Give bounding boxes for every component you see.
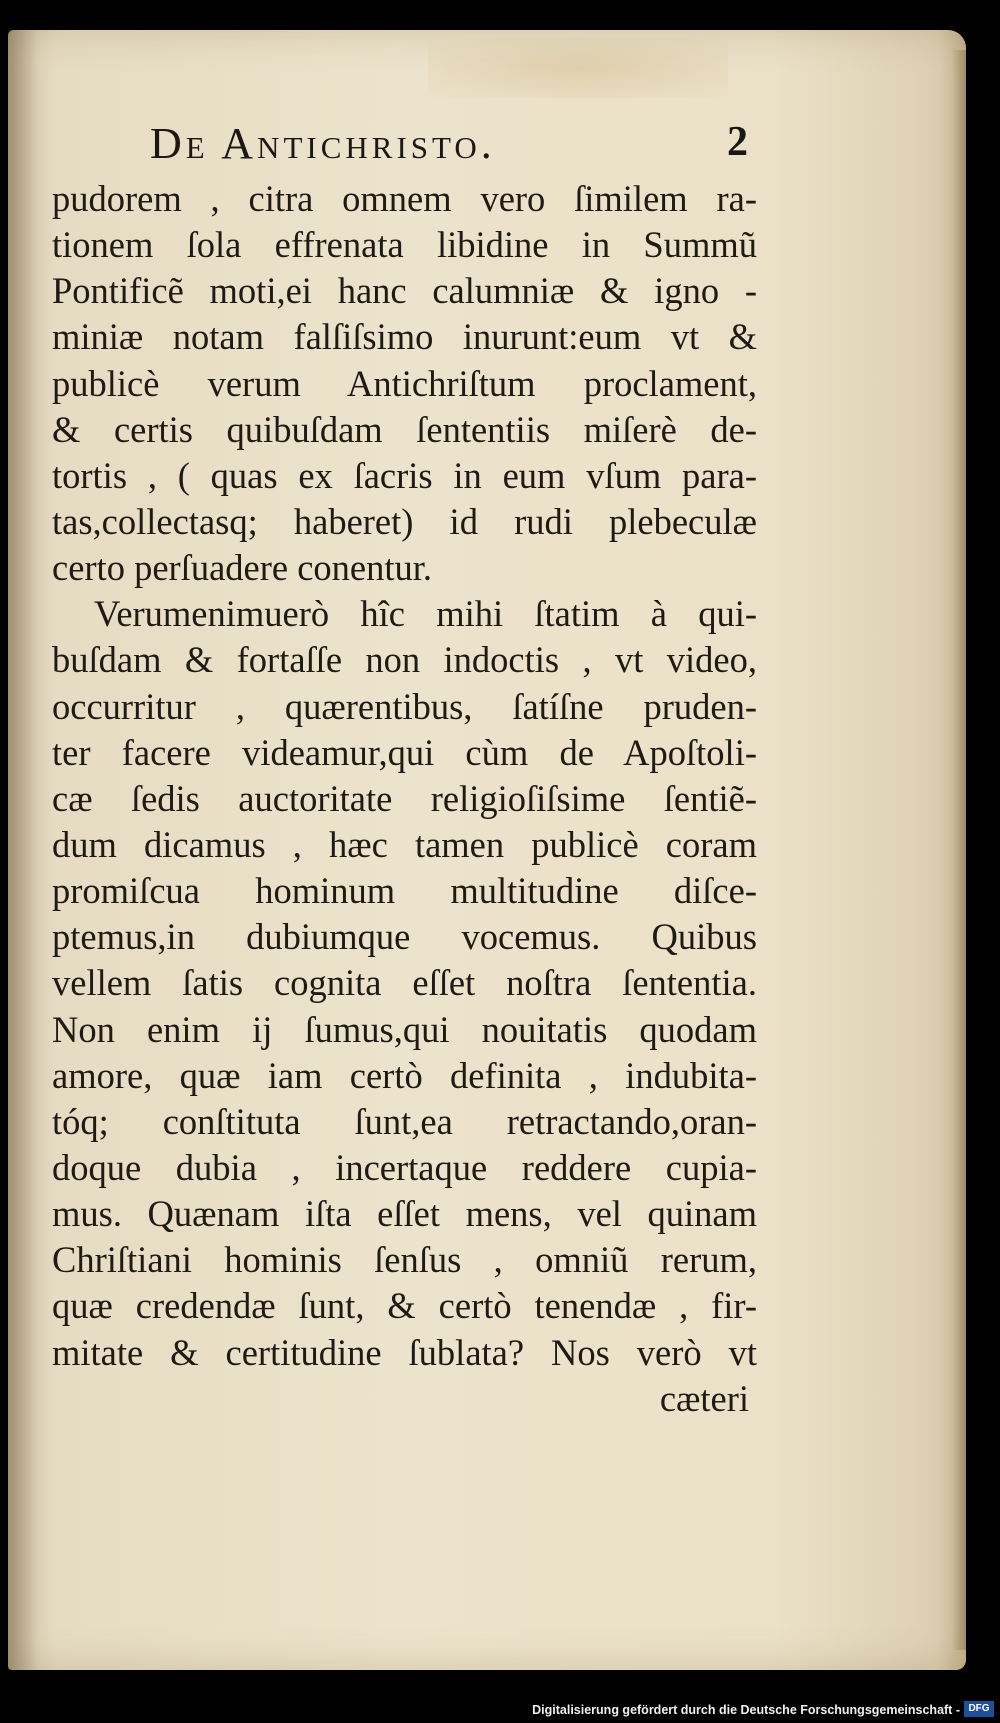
text-line: tortis , ( quas ex ſacris in eum vſum para- (52, 454, 757, 496)
dfg-logo-icon: DFG (964, 1701, 994, 1717)
text-line: occurritur , quærentibus, ſatíſne pruden- (52, 685, 757, 727)
text-line: tionem ſola effrenata libidine in Summũ (52, 224, 757, 266)
text-line: tóq; conſtituta ſunt,ea retractando,oran- (52, 1100, 757, 1142)
text-line: tas,collectasq; haberet) id rudi plebeculæ (52, 500, 757, 542)
catchword: cæteri (659, 1377, 749, 1419)
text-line: certo perſuadere conentur. (52, 547, 433, 589)
text-line: cæ ſedis auctoritate religioſiſsime ſentiẽ- (52, 777, 757, 819)
paragraph-start-line: Verumenimuerò hîc mihi ſtatim à qui- (94, 593, 757, 635)
text-line: miniæ notam falſiſsimo inurunt:eum vt & (52, 316, 757, 358)
text-line: promiſcua hominum multitudine diſce- (52, 870, 757, 912)
page-gutter-shadow (8, 30, 38, 1670)
running-head: De Antichristo. (150, 119, 496, 168)
page-header (150, 118, 760, 174)
text-line: pudorem , citra omnem vero ſimilem ra- (52, 178, 757, 219)
text-line: buſdam & fortaſſe non indoctis , vt video, (52, 639, 757, 681)
paper-stain (428, 38, 728, 98)
digitization-footer (0, 1691, 1000, 1723)
text-line: amore, quæ iam certò definita , indubita- (52, 1054, 757, 1096)
text-line: vellem ſatis cognita eſſet noſtra ſententia. (52, 962, 757, 1004)
text-line: ter facere videamur,qui cùm de Apoſtoli- (52, 731, 757, 773)
text-line: dum dicamus , hæc tamen publicè coram (52, 823, 757, 865)
text-line: Chriſtiani hominis ſenſus , omniũ rerum, (52, 1239, 757, 1281)
funding-credit: Digitalisierung gefördert durch die Deutsche Forschungsgemeinschaft - (532, 1703, 960, 1717)
page-edge-shadow (952, 50, 966, 1650)
text-line: doque dubia , incertaque reddere cupia- (52, 1146, 757, 1188)
text-line: mitate & certitudine ſublata? Nos verò vt (52, 1331, 757, 1373)
text-line: Non enim ij ſumus,qui nouitatis quodam (52, 1008, 757, 1050)
page-number: 2 (727, 119, 748, 165)
body-text (52, 176, 757, 1422)
text-line: & certis quibuſdam ſententiis miſerè de- (52, 408, 757, 450)
text-line: Pontificẽ moti,ei hanc calumniæ & igno - (52, 270, 757, 312)
text-line: mus. Quænam iſta eſſet mens, vel quinam (52, 1193, 757, 1235)
text-line: quæ credendæ ſunt, & certò tenendæ , fir- (52, 1285, 757, 1327)
text-line: ptemus,in dubiumque vocemus. Quibus (52, 916, 757, 958)
text-line: publicè verum Antichriſtum proclament, (52, 362, 757, 404)
